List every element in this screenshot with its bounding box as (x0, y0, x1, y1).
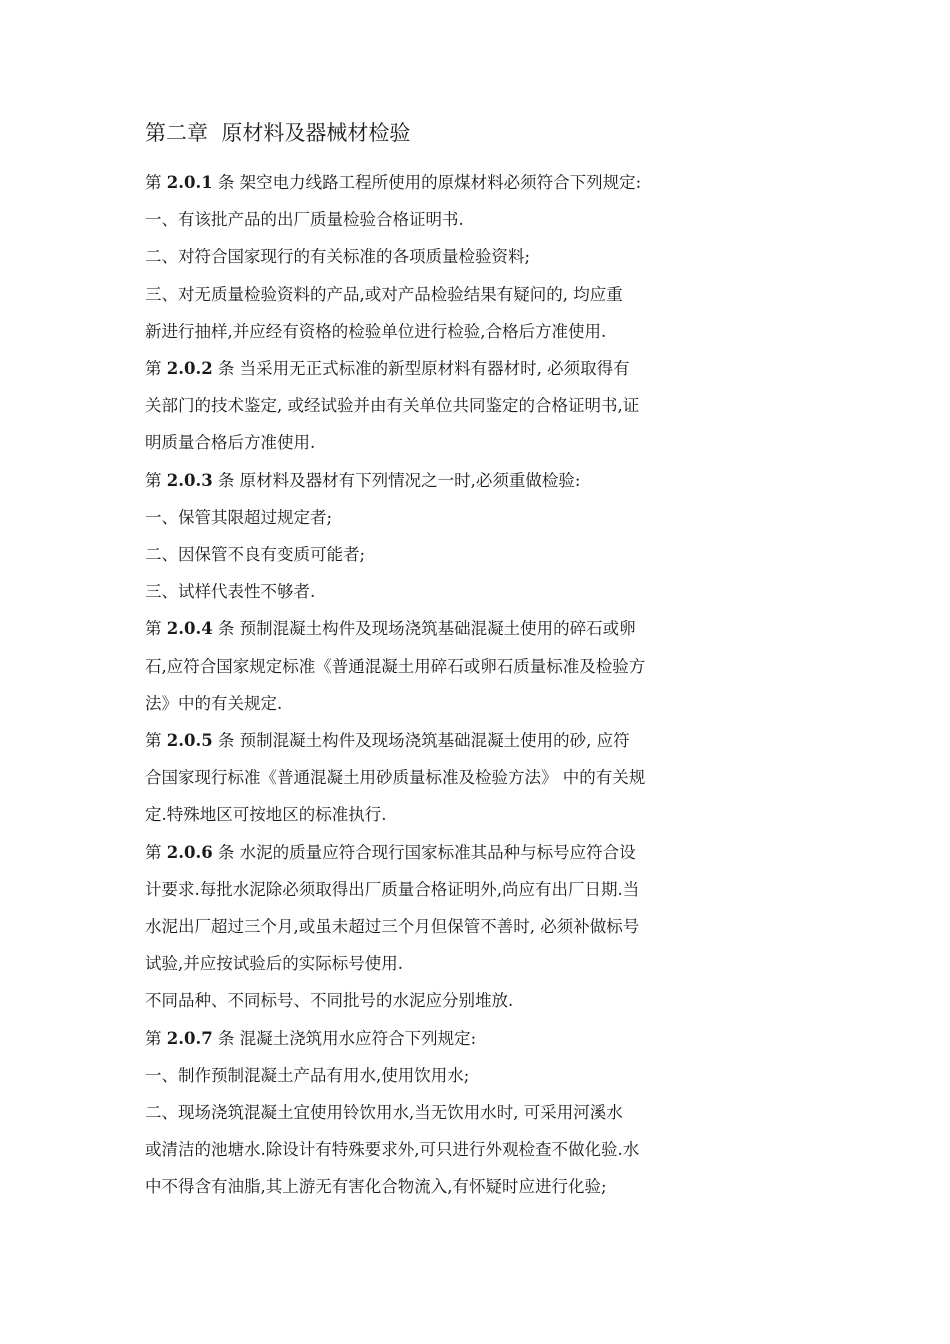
text-line: 合国家现行标准《普通混凝土用砂质量标准及检验方法》 中的有关规 (145, 768, 646, 788)
article-number: 2.0.3 (166, 470, 213, 490)
text-line (145, 164, 735, 201)
text-line: 二、因保管不良有变质可能者; (145, 545, 366, 565)
paragraph (145, 1020, 735, 1057)
text-line: 三、试样代表性不够者. (145, 582, 316, 602)
text-line: 计要求.每批水泥除必须取得出厂质量合格证明外,尚应有出厂日期.当 (145, 879, 640, 899)
paragraph (145, 350, 735, 462)
text-line: 关部门的技术鉴定, 或经试验并由有关单位共同鉴定的合格证明书,证 (145, 396, 640, 416)
text-line (145, 834, 735, 871)
text-line (145, 722, 735, 759)
paragraph (145, 722, 735, 834)
text-line: 水泥出厂超过三个月,或虽未超过三个月但保管不善时, 必须补做标号 (145, 917, 640, 937)
article-number: 2.0.4 (166, 619, 213, 639)
article-prefix: 第 (145, 470, 167, 490)
text-line: 二、对符合国家现行的有关标准的各项质量检验资料; (145, 247, 531, 267)
article-text: 条 混凝土浇筑用水应符合下列规定: (212, 1028, 477, 1048)
text-line: 明质量合格后方准使用. (145, 433, 316, 453)
paragraph (145, 834, 735, 983)
paragraph (145, 201, 735, 238)
text-line (145, 350, 735, 387)
article-text: 条 预制混凝土构件及现场浇筑基础混凝土使用的碎石或卵 (212, 619, 636, 639)
paragraph (145, 462, 735, 499)
chapter-title: 第二章 原材料及器械材检验 (145, 121, 411, 145)
text-line: 法》中的有关规定. (145, 693, 283, 713)
text-line: 一、制作预制混凝土产品有用水,使用饮用水; (145, 1065, 470, 1085)
paragraph (145, 573, 735, 610)
paragraph (145, 499, 735, 536)
text-line: 三、对无质量检验资料的产品,或对产品检验结果有疑问的, 均应重 (145, 284, 623, 304)
article-prefix: 第 (145, 619, 167, 639)
document-body (145, 164, 735, 1206)
text-line: 或清洁的池塘水.除设计有特殊要求外,可只进行外观检查不做化验.水 (145, 1140, 640, 1160)
paragraph (145, 276, 735, 350)
article-prefix: 第 (145, 173, 167, 192)
text-line: 中不得含有油脂,其上游无有害化合物流入,有怀疑时应进行化验; (145, 1177, 607, 1197)
text-line: 新进行抽样,并应经有资格的检验单位进行检验,合格后方准使用. (145, 321, 607, 341)
paragraph (145, 238, 735, 275)
text-line (145, 1020, 735, 1057)
text-line: 一、有该批产品的出厂质量检验合格证明书. (145, 210, 464, 230)
article-number: 2.0.5 (166, 731, 213, 751)
document-page (145, 118, 735, 1206)
article-text: 条 当采用无正式标准的新型原材料有器材时, 必须取得有 (212, 359, 630, 379)
text-line: 一、保管其限超过规定者; (145, 507, 333, 527)
article-text: 条 架空电力线路工程所使用的原煤材料必须符合下列规定: (212, 173, 642, 192)
article-prefix: 第 (145, 359, 167, 379)
paragraph (145, 982, 735, 1019)
paragraph (145, 1094, 735, 1206)
article-number: 2.0.2 (166, 359, 213, 379)
text-line: 试验,并应按试验后的实际标号使用. (145, 954, 403, 974)
article-prefix: 第 (145, 1028, 167, 1048)
text-line (145, 462, 735, 499)
article-text: 条 原材料及器材有下列情况之一时,必须重做检验: (212, 470, 581, 490)
text-line: 石,应符合国家规定标准《普通混凝土用碎石或卵石质量标准及检验方 (145, 656, 646, 676)
article-number: 2.0.7 (166, 1028, 213, 1048)
text-line: 二、现场浇筑混凝土宜使用铃饮用水,当无饮用水时, 可采用河溪水 (145, 1103, 623, 1123)
text-line: 不同品种、不同标号、不同批号的水泥应分别堆放. (145, 991, 514, 1011)
text-line (145, 610, 735, 647)
article-text: 条 预制混凝土构件及现场浇筑基础混凝土使用的砂, 应符 (212, 731, 630, 751)
paragraph (145, 164, 735, 201)
paragraph (145, 610, 735, 722)
article-number: 2.0.6 (166, 842, 213, 862)
text-line: 定.特殊地区可按地区的标准执行. (145, 805, 387, 825)
paragraph (145, 536, 735, 573)
paragraph (145, 1057, 735, 1094)
article-prefix: 第 (145, 842, 167, 862)
article-text: 条 水泥的质量应符合现行国家标准其品种与标号应符合设 (212, 842, 636, 862)
article-number: 2.0.1 (166, 173, 213, 192)
article-prefix: 第 (145, 731, 167, 751)
